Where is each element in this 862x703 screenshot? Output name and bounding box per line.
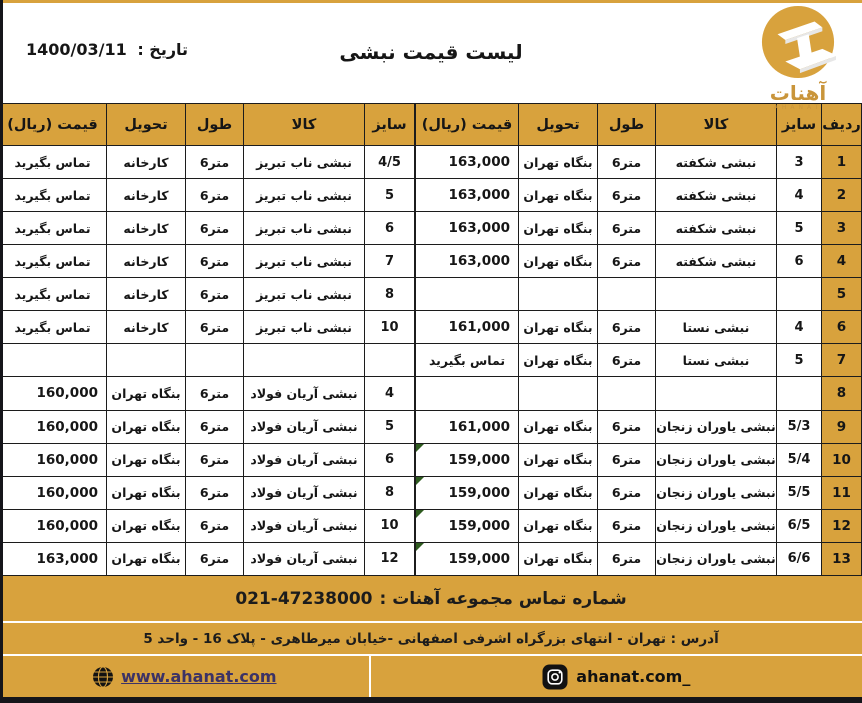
bottom-bar — [0, 697, 862, 703]
price-cell: تماس بگیرید — [0, 311, 107, 344]
size-cell: 12 — [365, 542, 415, 575]
size-cell — [365, 344, 415, 377]
phone-row — [0, 576, 862, 623]
price-cell: 159,000 — [416, 509, 519, 542]
column-header-length: طول — [598, 104, 656, 146]
column-header-row: ردیف — [822, 104, 862, 146]
row-number-cell: 7 — [822, 344, 862, 377]
length-cell: 6متر — [598, 179, 656, 212]
delivery-cell: بنگاه تهران — [519, 476, 598, 509]
size-cell: 5/5 — [777, 476, 822, 509]
table-row — [0, 476, 415, 509]
length-cell: 6متر — [186, 476, 244, 509]
size-cell: 10 — [365, 311, 415, 344]
cell-error-flag-icon — [416, 543, 424, 551]
price-cell: 163,000 — [416, 212, 519, 245]
table-row — [416, 410, 862, 443]
size-cell — [777, 278, 822, 311]
size-cell: 6/5 — [777, 509, 822, 542]
price-cell: 160,000 — [0, 476, 107, 509]
size-cell: 6 — [365, 212, 415, 245]
product-cell: نبشی نستا — [656, 344, 777, 377]
size-cell: 6 — [777, 245, 822, 278]
table-row — [416, 509, 862, 542]
size-cell: 4 — [365, 377, 415, 410]
price-tables — [0, 103, 862, 576]
size-cell: 6/6 — [777, 542, 822, 575]
row-number-cell: 2 — [822, 179, 862, 212]
delivery-cell: کارخانه — [107, 278, 186, 311]
table-row — [416, 245, 862, 278]
length-cell: 6متر — [598, 476, 656, 509]
table-row — [0, 542, 415, 575]
table-row — [0, 311, 415, 344]
delivery-cell: بنگاه تهران — [107, 410, 186, 443]
size-cell: 5 — [777, 344, 822, 377]
table-row — [0, 509, 415, 542]
price-cell: 161,000 — [416, 311, 519, 344]
delivery-cell: بنگاه تهران — [107, 476, 186, 509]
price-cell: تماس بگیرید — [0, 245, 107, 278]
length-cell: 6متر — [186, 212, 244, 245]
length-cell — [598, 377, 656, 410]
length-cell — [598, 278, 656, 311]
delivery-cell: بنگاه تهران — [519, 311, 598, 344]
price-cell: 163,000 — [0, 542, 107, 575]
row-number-cell: 11 — [822, 476, 862, 509]
delivery-cell: بنگاه تهران — [519, 146, 598, 179]
delivery-cell — [107, 344, 186, 377]
delivery-cell — [519, 377, 598, 410]
delivery-cell: بنگاه تهران — [107, 509, 186, 542]
column-header-product: کالا — [656, 104, 777, 146]
ahanat-logo-icon — [760, 4, 836, 80]
table-row — [416, 212, 862, 245]
delivery-cell: کارخانه — [107, 311, 186, 344]
table-row — [0, 146, 415, 179]
website-cell — [0, 656, 371, 697]
product-cell — [656, 278, 777, 311]
table-row — [416, 278, 862, 311]
product-cell: نبشی ناب تبریز — [244, 179, 365, 212]
instagram-cell — [371, 656, 862, 697]
delivery-cell: بنگاه تهران — [519, 212, 598, 245]
size-cell: 5 — [777, 212, 822, 245]
length-cell: 6متر — [598, 443, 656, 476]
delivery-cell: کارخانه — [107, 212, 186, 245]
table-row — [0, 344, 415, 377]
price-table-left — [0, 103, 415, 576]
column-header-length: طول — [186, 104, 244, 146]
delivery-cell: کارخانه — [107, 179, 186, 212]
address-row — [0, 623, 862, 656]
product-cell: نبشی یاوران زنجان — [656, 410, 777, 443]
table-row — [0, 212, 415, 245]
product-cell: نبشی ناب تبریز — [244, 278, 365, 311]
product-cell — [244, 344, 365, 377]
price-cell — [416, 377, 519, 410]
length-cell: 6متر — [598, 344, 656, 377]
column-header-delivery: تحویل — [519, 104, 598, 146]
price-cell: 159,000 — [416, 542, 519, 575]
sheet-footer — [0, 576, 862, 703]
length-cell: 6متر — [186, 146, 244, 179]
brand-logo — [746, 4, 850, 111]
cell-error-flag-icon — [416, 444, 424, 452]
row-number-cell: 9 — [822, 410, 862, 443]
table-row — [0, 278, 415, 311]
row-number-cell: 5 — [822, 278, 862, 311]
product-cell: نبشی آریان فولاد — [244, 509, 365, 542]
table-row — [416, 542, 862, 575]
table-row — [0, 179, 415, 212]
length-cell: 6متر — [186, 377, 244, 410]
left-edge-line — [0, 0, 3, 703]
cell-error-flag-icon — [416, 477, 424, 485]
length-cell: 6متر — [598, 245, 656, 278]
table-row — [416, 443, 862, 476]
price-cell — [416, 278, 519, 311]
length-cell — [186, 344, 244, 377]
price-cell — [0, 344, 107, 377]
price-cell: 163,000 — [416, 179, 519, 212]
length-cell: 6متر — [598, 509, 656, 542]
size-cell: 8 — [365, 278, 415, 311]
table-row — [0, 377, 415, 410]
product-cell: نبشی یاوران زنجان — [656, 509, 777, 542]
delivery-cell: بنگاه تهران — [519, 410, 598, 443]
delivery-cell: بنگاه تهران — [519, 443, 598, 476]
product-cell: نبشی ناب تبریز — [244, 245, 365, 278]
length-cell: 6متر — [598, 146, 656, 179]
size-cell: 5/4 — [777, 443, 822, 476]
table-row — [416, 377, 862, 410]
price-cell: 160,000 — [0, 410, 107, 443]
row-number-cell: 10 — [822, 443, 862, 476]
row-number-cell: 12 — [822, 509, 862, 542]
row-number-cell: 3 — [822, 212, 862, 245]
length-cell: 6متر — [186, 311, 244, 344]
phone-number: 021-47238000 — [235, 588, 373, 609]
table-row — [416, 311, 862, 344]
delivery-cell: بنگاه تهران — [107, 542, 186, 575]
row-number-cell: 8 — [822, 377, 862, 410]
product-cell — [656, 377, 777, 410]
price-cell: 160,000 — [0, 509, 107, 542]
product-cell: نبشی نستا — [656, 311, 777, 344]
product-cell: نبشی یاوران زنجان — [656, 476, 777, 509]
column-header-size: سایز — [777, 104, 822, 146]
product-cell: نبشی شکفته — [656, 212, 777, 245]
globe-icon — [92, 666, 114, 688]
delivery-cell: بنگاه تهران — [519, 542, 598, 575]
brand-name: آهنات — [769, 81, 827, 105]
phone-label: شماره تماس مجموعه آهنات : — [379, 588, 627, 609]
row-number-cell: 4 — [822, 245, 862, 278]
delivery-cell: بنگاه تهران — [107, 377, 186, 410]
size-cell: 10 — [365, 509, 415, 542]
table-row — [0, 410, 415, 443]
price-cell: 159,000 — [416, 443, 519, 476]
delivery-cell: کارخانه — [107, 245, 186, 278]
product-cell: نبشی آریان فولاد — [244, 377, 365, 410]
length-cell: 6متر — [598, 212, 656, 245]
column-header-price: قیمت (ریال) — [416, 104, 519, 146]
row-number-cell: 1 — [822, 146, 862, 179]
brand-subtext: AHANAT — [773, 104, 823, 111]
product-cell: نبشی شکفته — [656, 146, 777, 179]
delivery-cell: بنگاه تهران — [519, 509, 598, 542]
delivery-cell: کارخانه — [107, 146, 186, 179]
size-cell — [777, 377, 822, 410]
delivery-cell: بنگاه تهران — [519, 179, 598, 212]
size-cell: 8 — [365, 476, 415, 509]
price-cell: تماس بگیرید — [0, 278, 107, 311]
address-text: آدرس : تهران - انتهای بزرگراه اشرفی اصفهانی -خیابان میرطاهری - پلاک 16 - واحد 5 — [143, 630, 719, 647]
price-cell: تماس بگیرید — [0, 212, 107, 245]
date-value: 1400/03/11 — [26, 40, 127, 59]
length-cell: 6متر — [186, 410, 244, 443]
price-cell: تماس بگیرید — [416, 344, 519, 377]
table-row — [416, 344, 862, 377]
size-cell: 4/5 — [365, 146, 415, 179]
product-cell: نبشی یاوران زنجان — [656, 443, 777, 476]
price-cell: 161,000 — [416, 410, 519, 443]
price-cell: 163,000 — [416, 146, 519, 179]
table-row — [0, 443, 415, 476]
delivery-cell — [519, 278, 598, 311]
date-label: تاریخ : — [137, 40, 189, 59]
length-cell: 6متر — [186, 278, 244, 311]
product-cell: نبشی آریان فولاد — [244, 443, 365, 476]
length-cell: 6متر — [186, 542, 244, 575]
table-row — [416, 476, 862, 509]
sheet-header — [0, 0, 862, 111]
product-cell: نبشی ناب تبریز — [244, 146, 365, 179]
row-number-cell: 6 — [822, 311, 862, 344]
product-cell: نبشی آریان فولاد — [244, 542, 365, 575]
table-row — [416, 146, 862, 179]
delivery-cell: بنگاه تهران — [107, 443, 186, 476]
price-cell: 163,000 — [416, 245, 519, 278]
price-cell: 160,000 — [0, 443, 107, 476]
length-cell: 6متر — [186, 443, 244, 476]
column-header-product: کالا — [244, 104, 365, 146]
size-cell: 7 — [365, 245, 415, 278]
price-cell: 160,000 — [0, 377, 107, 410]
table-row — [416, 179, 862, 212]
length-cell: 6متر — [186, 179, 244, 212]
price-cell: تماس بگیرید — [0, 146, 107, 179]
instagram-handle: ahanat.com_ — [576, 667, 691, 686]
links-row — [0, 656, 862, 697]
size-cell: 3 — [777, 146, 822, 179]
page-title: لیست قیمت نبشی — [339, 40, 523, 64]
price-cell: 159,000 — [416, 476, 519, 509]
column-header-delivery: تحویل — [107, 104, 186, 146]
cell-error-flag-icon — [416, 510, 424, 518]
column-header-price: قیمت (ریال) — [0, 104, 107, 146]
length-cell: 6متر — [186, 509, 244, 542]
website-link[interactable]: www.ahanat.com — [121, 667, 277, 686]
size-cell: 5/3 — [777, 410, 822, 443]
product-cell: نبشی شکفته — [656, 245, 777, 278]
product-cell: نبشی شکفته — [656, 179, 777, 212]
size-cell: 5 — [365, 179, 415, 212]
length-cell: 6متر — [598, 311, 656, 344]
instagram-icon — [542, 664, 568, 690]
size-cell: 4 — [777, 179, 822, 212]
product-cell: نبشی ناب تبریز — [244, 212, 365, 245]
product-cell: نبشی آریان فولاد — [244, 410, 365, 443]
delivery-cell: بنگاه تهران — [519, 245, 598, 278]
top-accent-line — [0, 0, 862, 3]
header-row — [0, 104, 415, 146]
length-cell: 6متر — [186, 245, 244, 278]
product-cell: نبشی آریان فولاد — [244, 476, 365, 509]
delivery-cell: بنگاه تهران — [519, 344, 598, 377]
price-table-right — [415, 103, 862, 576]
length-cell: 6متر — [598, 542, 656, 575]
row-number-cell: 13 — [822, 542, 862, 575]
size-cell: 4 — [777, 311, 822, 344]
size-cell: 5 — [365, 410, 415, 443]
table-row — [0, 245, 415, 278]
column-header-size: سایز — [365, 104, 415, 146]
price-cell: تماس بگیرید — [0, 179, 107, 212]
size-cell: 6 — [365, 443, 415, 476]
product-cell: نبشی یاوران زنجان — [656, 542, 777, 575]
product-cell: نبشی ناب تبریز — [244, 311, 365, 344]
length-cell: 6متر — [598, 410, 656, 443]
